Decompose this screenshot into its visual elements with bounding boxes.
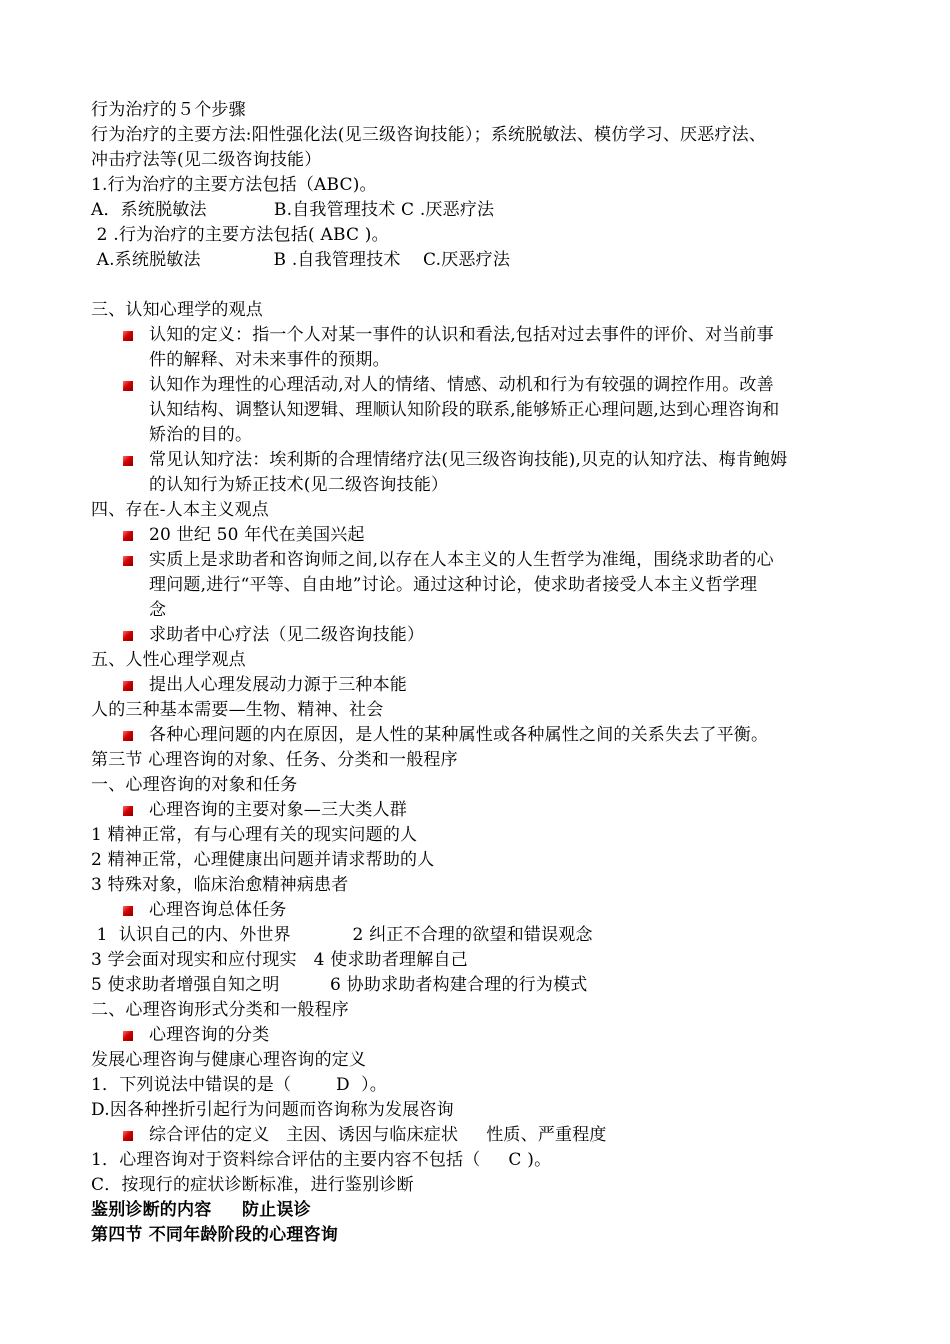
text-line: 3 特殊对象，临床治愈精神病患者 — [91, 875, 349, 895]
text-line: 1 精神正常，有与心理有关的现实问题的人 — [91, 825, 418, 845]
text-line: 1.行为治疗的主要方法包括（ABC)。 — [91, 175, 377, 195]
text-line: 五、人性心理学观点 — [91, 650, 246, 670]
text-line: 行为治疗的５个步骤 — [91, 100, 246, 120]
text-line: D.因各种挫折引起行为问题而咨询称为发展咨询 — [91, 1100, 454, 1120]
text-line: 二、心理咨询形式分类和一般程序 — [91, 1000, 349, 1020]
text-line: 发展心理咨询与健康心理咨询的定义 — [91, 1050, 367, 1070]
bullet-continuation: 理问题,进行“平等、自由地”讨论。通过这种讨论，使求助者接受人本主义哲学理 — [149, 575, 758, 595]
bold-heading: 鉴别诊断的内容 防止误诊 — [91, 1200, 311, 1220]
bullet-item: 20 世纪 50 年代在美国兴起 — [91, 523, 871, 548]
text-line: 四、存在-人本主义观点 — [91, 500, 269, 520]
text-line: A.系统脱敏法 B .自我管理技术 C.厌恶疗法 — [91, 250, 511, 270]
text-line: 1．心理咨询对于资料综合评估的主要内容不包括（ C )。 — [91, 1150, 552, 1170]
bullet-item: 心理咨询的主要对象—三大类人群 — [91, 798, 871, 823]
text-line: 1 认识自己的内、外世界 2 纠正不合理的欲望和错误观念 — [91, 925, 593, 945]
bullet-item: 认知的定义：指一个人对某一事件的认识和看法,包括对过去事件的评价、对当前事 — [91, 323, 871, 348]
document-body — [91, 98, 871, 1248]
text-line: 一、心理咨询的对象和任务 — [91, 775, 298, 795]
text-line: 三、认知心理学的观点 — [91, 300, 263, 320]
bullet-continuation: 矫治的目的。 — [149, 425, 253, 445]
bullet-item: 心理咨询的分类 — [91, 1023, 871, 1048]
text-line: 1．下列说法中错误的是（ D ）。 — [91, 1075, 387, 1095]
bullet-continuation: 件的解释、对未来事件的预期。 — [149, 350, 390, 370]
text-line: 人的三种基本需要—生物、精神、社会 — [91, 700, 384, 720]
text-line: C．按现行的症状诊断标准，进行鉴别诊断 — [91, 1175, 414, 1195]
bullet-continuation: 的认知行为矫正技术(见二级咨询技能） — [149, 475, 449, 495]
text-line: 5 使求助者增强自知之明 6 协助求助者构建合理的行为模式 — [91, 975, 588, 995]
bullet-item: 提出人心理发展动力源于三种本能 — [91, 673, 871, 698]
bold-heading: 第四节 不同年龄阶段的心理咨询 — [91, 1225, 338, 1245]
bullet-item: 各种心理问题的内在原因，是人性的某种属性或各种属性之间的关系失去了平衡。 — [91, 723, 871, 748]
bullet-continuation: 认知结构、调整认知逻辑、理顺认知阶段的联系,能够矫正心理问题,达到心理咨询和 — [149, 400, 780, 420]
bullet-item: 心理咨询总体任务 — [91, 898, 871, 923]
text-line: 2 精神正常，心理健康出问题并请求帮助的人 — [91, 850, 435, 870]
bullet-item: 认知作为理性的心理活动,对人的情绪、情感、动机和行为有较强的调控作用。改善 — [91, 373, 871, 398]
text-line: 行为治疗的主要方法:阳性强化法(见三级咨询技能）；系统脱敏法、模仿学习、厌恶疗法、 — [91, 125, 767, 145]
bullet-item: 求助者中心疗法（见二级咨询技能） — [91, 623, 871, 648]
text-line: 2 .行为治疗的主要方法包括( ABC )。 — [91, 225, 389, 245]
blank-line — [91, 273, 871, 298]
text-line: 第三节 心理咨询的对象、任务、分类和一般程序 — [91, 750, 458, 770]
bullet-item: 常见认知疗法：埃利斯的合理情绪疗法(见三级咨询技能),贝克的认知疗法、梅肯鲍姆 — [91, 448, 871, 473]
bullet-item: 实质上是求助者和咨询师之间,以存在人本主义的人生哲学为准绳，围绕求助者的心 — [91, 548, 871, 573]
text-line: 3 学会面对现实和应付现实 4 使求助者理解自己 — [91, 950, 468, 970]
text-line: A．系统脱敏法 B.自我管理技术 C .厌恶疗法 — [91, 200, 495, 220]
bullet-item: 综合评估的定义 主因、诱因与临床症状 性质、严重程度 — [91, 1123, 871, 1148]
text-line: 冲击疗法等(见二级咨询技能） — [91, 150, 322, 170]
bullet-continuation: 念 — [149, 600, 167, 620]
